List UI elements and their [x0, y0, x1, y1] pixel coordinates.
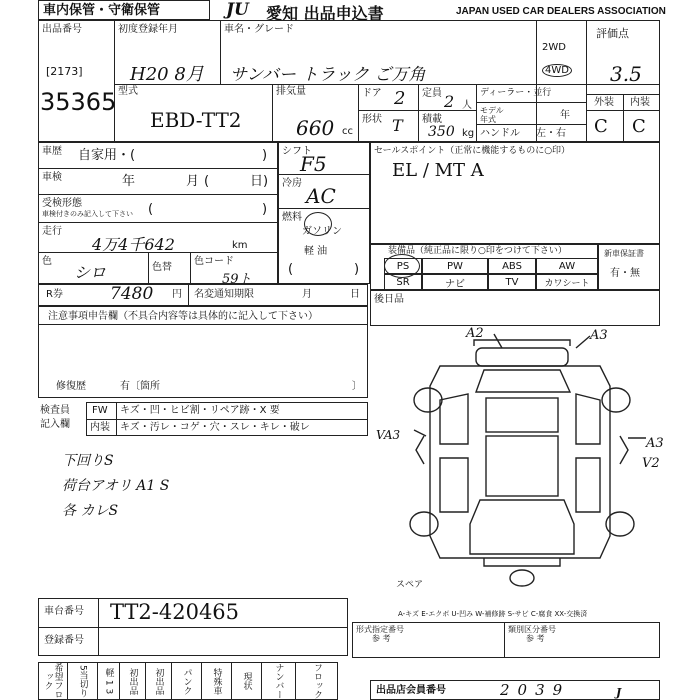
option-col-4: 初出品	[120, 662, 146, 700]
notes-label: 注意事項申告欄（不具合内容等は具体的に記入して下さい）	[48, 311, 318, 322]
type-ref-label: 参 考	[526, 634, 545, 643]
association-jp-title: 愛知 出品申込書	[266, 4, 384, 23]
ac-label: 冷房	[282, 178, 302, 189]
sales-point-section	[370, 142, 660, 244]
first-reg-value: H20 8月	[130, 64, 204, 85]
color-code-label: 色コード	[194, 256, 234, 267]
option-col-5: 初出品	[146, 662, 172, 700]
color-label: 色	[42, 256, 52, 267]
handwritten-note-1: 下回りS	[62, 453, 114, 469]
fuel-paren-open: (	[288, 262, 294, 277]
equip-navi: ナビ	[422, 274, 488, 290]
drive-4wd: 4WD	[542, 64, 572, 77]
inspector-label-2: 記入欄	[40, 419, 70, 430]
logo-mark: JU	[226, 0, 249, 20]
equip-aw: AW	[536, 258, 598, 274]
fuel-label: 燃料	[282, 212, 302, 223]
grade-label: 評価点	[596, 27, 629, 40]
capacity-value: 2	[444, 92, 455, 111]
equip-tv: TV	[488, 274, 536, 290]
name-change-day: 日	[350, 289, 360, 300]
fuel-diesel: 軽 油	[304, 246, 328, 257]
later-day-section	[370, 290, 660, 326]
sales-point-label: セールスポイント（正常に機能するものに○印）	[374, 146, 571, 156]
option-col-6: パンク	[172, 662, 202, 700]
fw-label: FW	[92, 405, 108, 416]
new-car-warranty-value: 有・無	[610, 268, 640, 279]
shape-value: T	[392, 116, 403, 135]
handwritten-note-2: 荷台アオリ A1 S	[62, 478, 170, 494]
fuel-paren-close: )	[354, 262, 360, 277]
equip-ps: PS	[384, 258, 422, 274]
lot-small-number: [2173]	[46, 65, 83, 78]
spare-label: スペア	[396, 580, 424, 590]
option-col-7: 特殊車	[202, 662, 232, 700]
store-number-label: 出品店会員番号	[376, 685, 446, 696]
lot-number: 35365	[40, 88, 117, 116]
exterior-label: 外装	[594, 97, 614, 108]
option-col-9: ナンバー	[262, 662, 296, 700]
inspection-day: 日)	[250, 174, 269, 189]
car-name-value: サンバー トラック ご万角	[230, 65, 426, 85]
equipment-label: 装備品（純正品に限り○印をつけて下さい）	[388, 246, 567, 256]
mark-a3-right: A3	[646, 436, 664, 451]
store-number-value: 2039	[500, 681, 571, 699]
shift-value: F5	[300, 152, 327, 176]
color-value: シロ	[74, 263, 107, 282]
load-value: 350	[428, 124, 455, 140]
mileage-unit: km	[232, 240, 248, 251]
inspection-paren: (	[204, 174, 210, 189]
exterior-value: C	[594, 116, 608, 137]
repair-label: 修復歴	[56, 381, 86, 392]
handle-label: ハンドル	[480, 128, 520, 139]
first-reg-label: 初度登録年月	[118, 24, 178, 35]
storage-note-box	[38, 0, 210, 20]
option-col-2: 5当切り	[68, 662, 98, 700]
name-change-month: 月	[302, 289, 312, 300]
displacement-label: 排気量	[276, 86, 306, 97]
inspection-label: 車検	[42, 172, 62, 183]
chassis-label: 車台番号	[44, 606, 84, 617]
displacement-value: 660	[296, 116, 335, 140]
model-year-label: モデル年式	[480, 106, 504, 124]
fuel-gas: ガソリン	[302, 226, 342, 237]
inspection-month: 月	[186, 174, 200, 189]
mark-a2-top: A2	[466, 326, 484, 341]
color-code-value: 59ト	[222, 272, 252, 287]
recv-form-close: )	[262, 202, 268, 217]
history-close: )	[262, 148, 268, 163]
repair-value: 有〔箇所	[120, 381, 160, 392]
r-ticket-unit: 円	[172, 289, 182, 300]
drive-2wd: 2WD	[542, 42, 566, 53]
later-day-label: 後日品	[374, 294, 404, 305]
recv-form-label: 受検形態	[42, 198, 82, 209]
option-col-8: 現状	[232, 662, 262, 700]
load-label: 積載	[422, 114, 442, 125]
handwritten-note-3: 各 カレS	[62, 503, 119, 519]
r-ticket-value: 7480	[110, 284, 154, 304]
dealer-label: ディーラー・並行	[480, 88, 552, 98]
new-car-warranty-label: 新車保証書	[604, 249, 644, 258]
logo-stamp: J	[616, 686, 622, 699]
association-en-title: JAPAN USED CAR DEALERS ASSOCIATION	[456, 6, 666, 17]
doors-label: ドア	[362, 88, 382, 99]
mileage-label: 走行	[42, 226, 62, 237]
load-unit: kg	[462, 128, 475, 139]
car-name-label: 車名・グレード	[224, 24, 294, 35]
form-number-label: 形式指定番号	[356, 625, 404, 634]
repaint-label: 色替	[152, 262, 172, 273]
model-label: 型式	[118, 86, 138, 97]
equip-sr: SR	[384, 274, 422, 290]
doors-value: 2	[394, 88, 406, 109]
chassis-value: TT2-420465	[110, 600, 240, 624]
history-label: 車歴	[42, 146, 62, 157]
interior-label: 内装	[630, 97, 650, 108]
car-damage-diagram	[380, 326, 660, 596]
capacity-unit: 人	[462, 100, 472, 111]
storage-note: 車内保管・守衛保管	[43, 3, 161, 18]
damage-legend: A-キズ E-エクボ U-凹み W-補修跡 S-サビ C-腐食 XX-交換済	[398, 610, 588, 618]
interior-value: C	[632, 116, 646, 137]
registration-label: 登録番号	[44, 635, 84, 646]
shape-label: 形状	[362, 114, 382, 125]
form-ref-label: 参 考	[372, 634, 391, 643]
displacement-unit: cc	[342, 126, 353, 137]
recv-form-paren: (	[148, 202, 154, 217]
repair-close: 〕	[352, 381, 362, 392]
ac-value: AC	[306, 184, 336, 208]
equip-abs: ABS	[488, 258, 536, 274]
ps-circle	[384, 254, 420, 278]
grade-value: 3.5	[610, 62, 642, 86]
name-change-label: 名変通知期限	[194, 289, 254, 300]
fw-items: キズ・凹・ヒビ割・リペア跡・X 要	[120, 405, 280, 416]
history-value: 自家用・(	[78, 148, 136, 163]
mark-va3-left: VA3	[376, 428, 401, 442]
mileage-value: 4万4千642	[92, 235, 175, 254]
inspection-year: 年	[122, 174, 136, 189]
interior-inspect-items: キズ・汚レ・コゲ・穴・スレ・キレ・破レ	[120, 422, 310, 433]
inspector-label-1: 検査員	[40, 405, 70, 416]
equip-pw: PW	[422, 258, 488, 274]
type-number-label: 類別区分番号	[508, 625, 556, 634]
interior-inspect-label: 内装	[90, 422, 110, 433]
shift-label: シフト	[282, 146, 312, 157]
recv-form-note: 車検付きのみ記入して下さい	[42, 210, 133, 218]
equip-seat: カワシート	[536, 274, 598, 290]
option-col-10: フロック	[312, 663, 322, 699]
option-col-1: 希望フロック	[38, 662, 68, 700]
sales-point-value: EL / MT A	[392, 160, 484, 181]
mark-v2-right: V2	[642, 456, 660, 471]
model-value: EBD-TT2	[150, 108, 242, 132]
option-col-3: 軽 1 3	[98, 662, 120, 700]
r-ticket-label: R券	[46, 289, 63, 300]
capacity-label: 定員	[422, 88, 442, 99]
handle-value: 左・右	[536, 128, 566, 139]
model-year-unit: 年	[560, 110, 570, 121]
mark-a3-top: A3	[590, 328, 608, 343]
lot-label: 出品番号	[42, 24, 82, 35]
